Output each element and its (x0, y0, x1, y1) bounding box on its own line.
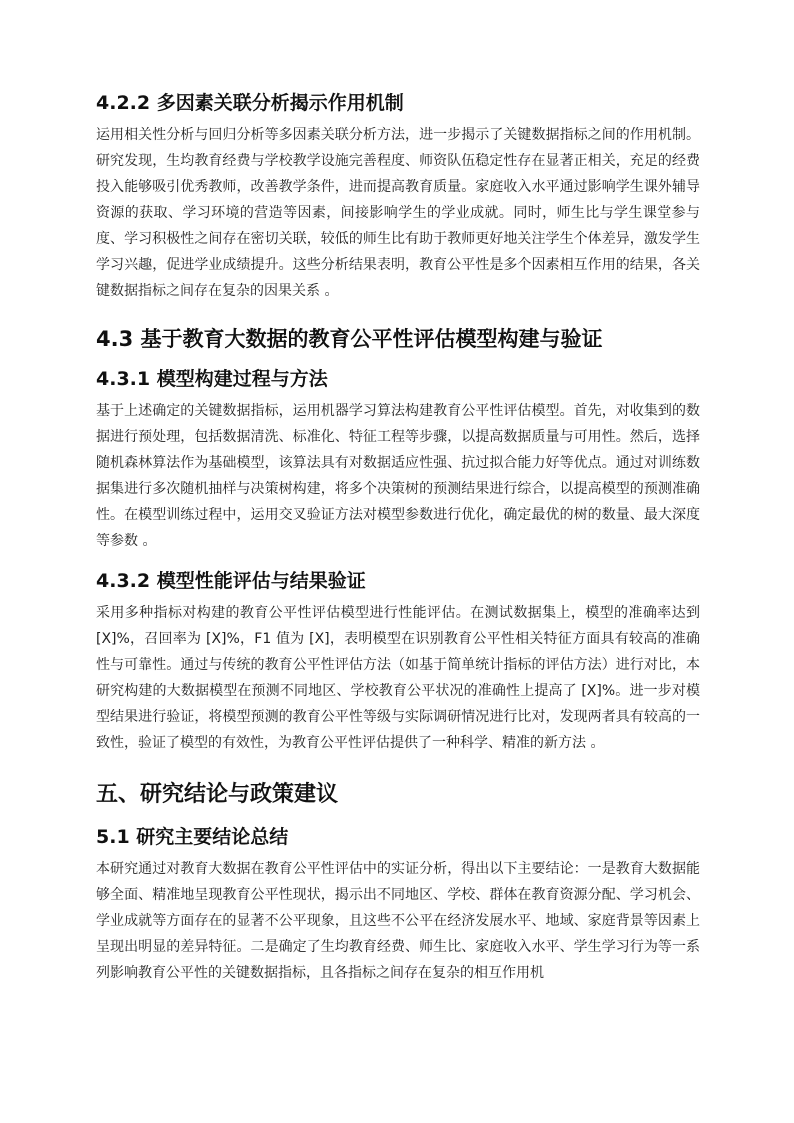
section-4-2-2-heading: 4.2.2 多因素关联分析揭示作用机制 (96, 92, 404, 114)
section-4-2-2-paragraph: 运用相关性分析与回归分析等多因素关联分析方法，进一步揭示了关键数据指标之间的作用机制。研究发现，生均教育经费与学校教学设施完善程度、师资队伍稳定性存在显著正相关，充足的经费投入能够吸引优秀教师，改善教学条件，进而提高教育质量。家庭收入水平通过影响学生课外辅导资源的获取、学习环境的营造等因素，间接影响学生的学业成就。同时，师生比与学生课堂参与度、学习积极性之间存在密切关联，较低的师生比有助于教师更好地关注学生个体差异，激发学生学习兴趣，促进学业成绩提升。这些分析结果表明，教育公平性是多个因素相互作用的结果，各关键数据指标之间存在复杂的因果关系 。 (96, 127, 700, 299)
section-5-1-heading: 5.1 研究主要结论总结 (96, 826, 289, 848)
section-4-3-1-paragraph: 基于上述确定的关键数据指标，运用机器学习算法构建教育公平性评估模型。首先，对收集到的数据进行预处理，包括数据清洗、标准化、特征工程等步骤，以提高数据质量与可用性。然后，选择随机森林算法作为基础模型，该算法具有对数据适应性强、抗过拟合能力好等优点。通过对训练数据集进行多次随机抽样与决策树构建，将多个决策树的预测结果进行综合，以提高模型的预测准确性。在模型训练过程中，运用交叉验证方法对模型参数进行优化，确定最优的树的数量、最大深度等参数 。 (96, 403, 700, 549)
section-4-3-heading: 4.3 基于教育大数据的教育公平性评估模型构建与验证 (96, 327, 603, 351)
section-4-3-2-paragraph: 采用多种指标对构建的教育公平性评估模型进行性能评估。在测试数据集上，模型的准确率达到 [X]%，召回率为 [X]%，F1 值为 [X]，表明模型在识别教育公平性相关特征方面具有较高的准确性与可靠性。通过与传统的教育公平性评估方法（如基于简单统计指标的评估方法）进行对比，本研究构建的大数据模型在预测不同地区、学校教育公平状况的准确性上提高了 [X]%。进一步对模型结果进行验证，将模型预测的教育公平性等级与实际调研情况进行比对，发现两者具有较高的一致性，验证了模型的有效性，为教育公平性评估提供了一种科学、精准的新方法 。 (96, 605, 700, 751)
section-4-3-2-heading: 4.3.2 模型性能评估与结果验证 (96, 570, 366, 592)
chapter-5-heading: 五、研究结论与政策建议 (96, 782, 339, 807)
section-5-1-paragraph: 本研究通过对教育大数据在教育公平性评估中的实证分析，得出以下主要结论：一是教育大数据能够全面、精准地呈现教育公平性现状，揭示出不同地区、学校、群体在教育资源分配、学习机会、学业成就等方面存在的显著不公平现象，且这些不公平在经济发展水平、地域、家庭背景等因素上呈现出明显的差异特征。二是确定了生均教育经费、师生比、家庭收入水平、学生学习行为等一系列影响教育公平性的关键数据指标，且各指标之间存在复杂的相互作用机 (96, 861, 700, 981)
section-4-3-1-heading: 4.3.1 模型构建过程与方法 (96, 368, 328, 390)
document-page (96, 90, 700, 1000)
